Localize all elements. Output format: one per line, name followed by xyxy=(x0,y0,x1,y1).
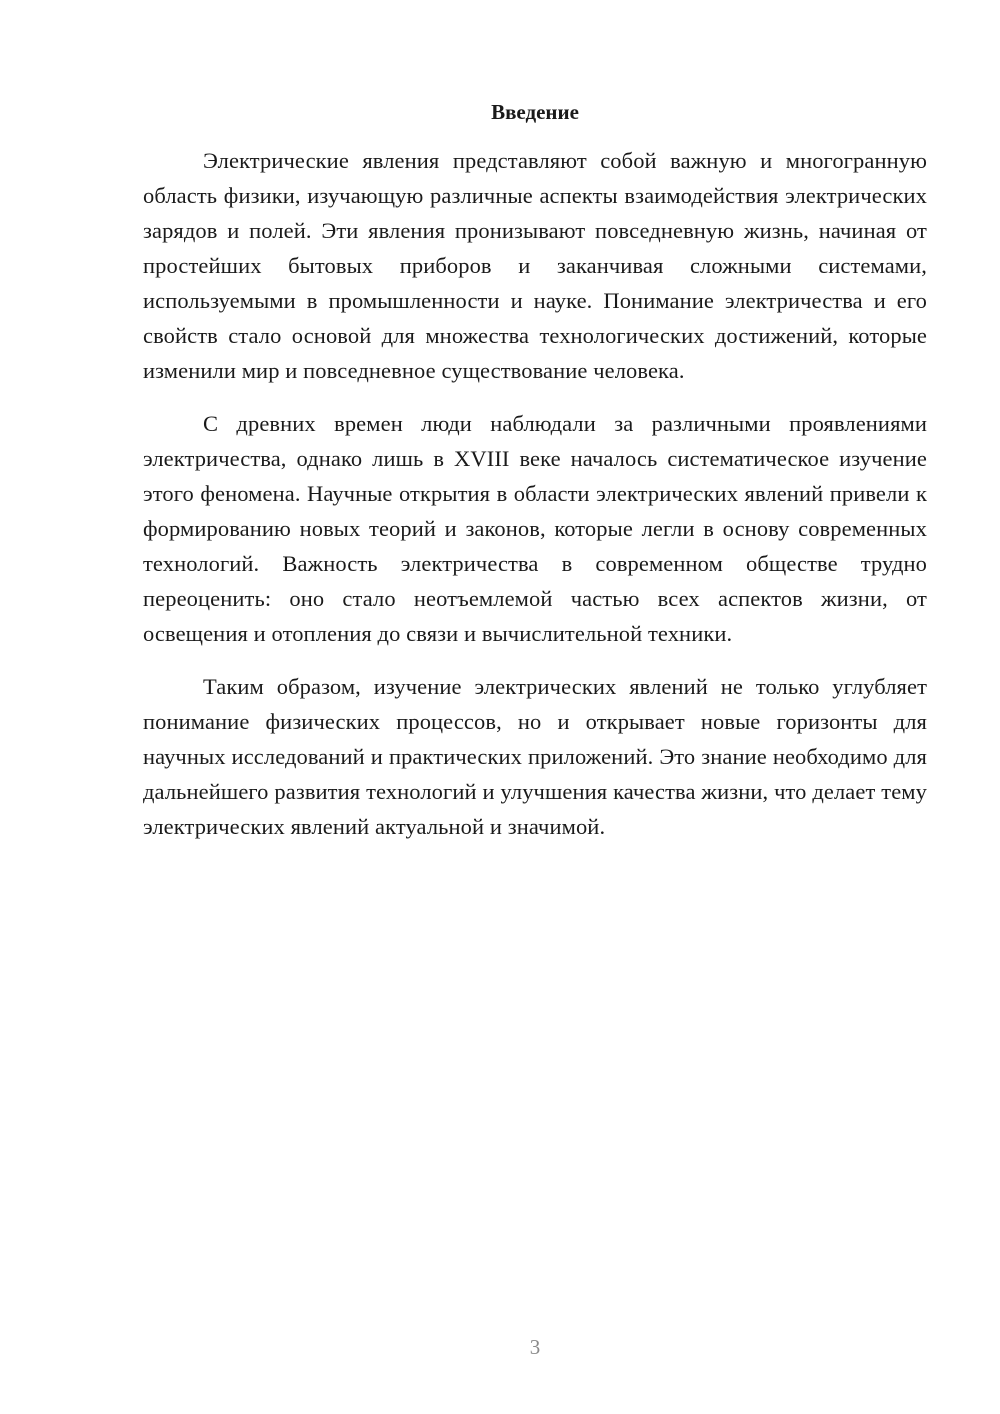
paragraph: Электрические явления представляют собой важную и многогранную область физики, изучающую различные аспекты взаимодействия электрических зарядов и полей. Эти явления пронизывают повседневную жизнь, начиная от простейших бытовых приборов и заканчивая сложными системами, используемыми в промышленности и науке. Понимание электричества и его свойств стало основой для множества технологических достижений, которые изменили мир и повседневное существование человека. xyxy=(143,148,927,383)
page-number: 3 xyxy=(529,1335,541,1359)
paragraph: С древних времен люди наблюдали за различными проявлениями электричества, однако лишь в XVIII веке началось систематическое изучение этого феномена. Научные открытия в области электрических явлений привели к формированию новых теорий и законов, которые легли в основу современных технологий. Важность электричества в современном обществе трудно переоценить: оно стало неотъемлемой частью всех аспектов жизни, от освещения и отопления до связи и вычислительной техники. xyxy=(143,411,927,646)
section-heading: Введение xyxy=(491,100,579,124)
paragraph: Таким образом, изучение электрических явлений не только углубляет понимание физических процессов, но и открывает новые горизонты для научных исследований и практических приложений. Это знание необходимо для дальнейшего развития технологий и улучшения качества жизни, что делает тему электрических явлений актуальной и значимой. xyxy=(143,674,927,839)
body-text xyxy=(143,143,927,862)
